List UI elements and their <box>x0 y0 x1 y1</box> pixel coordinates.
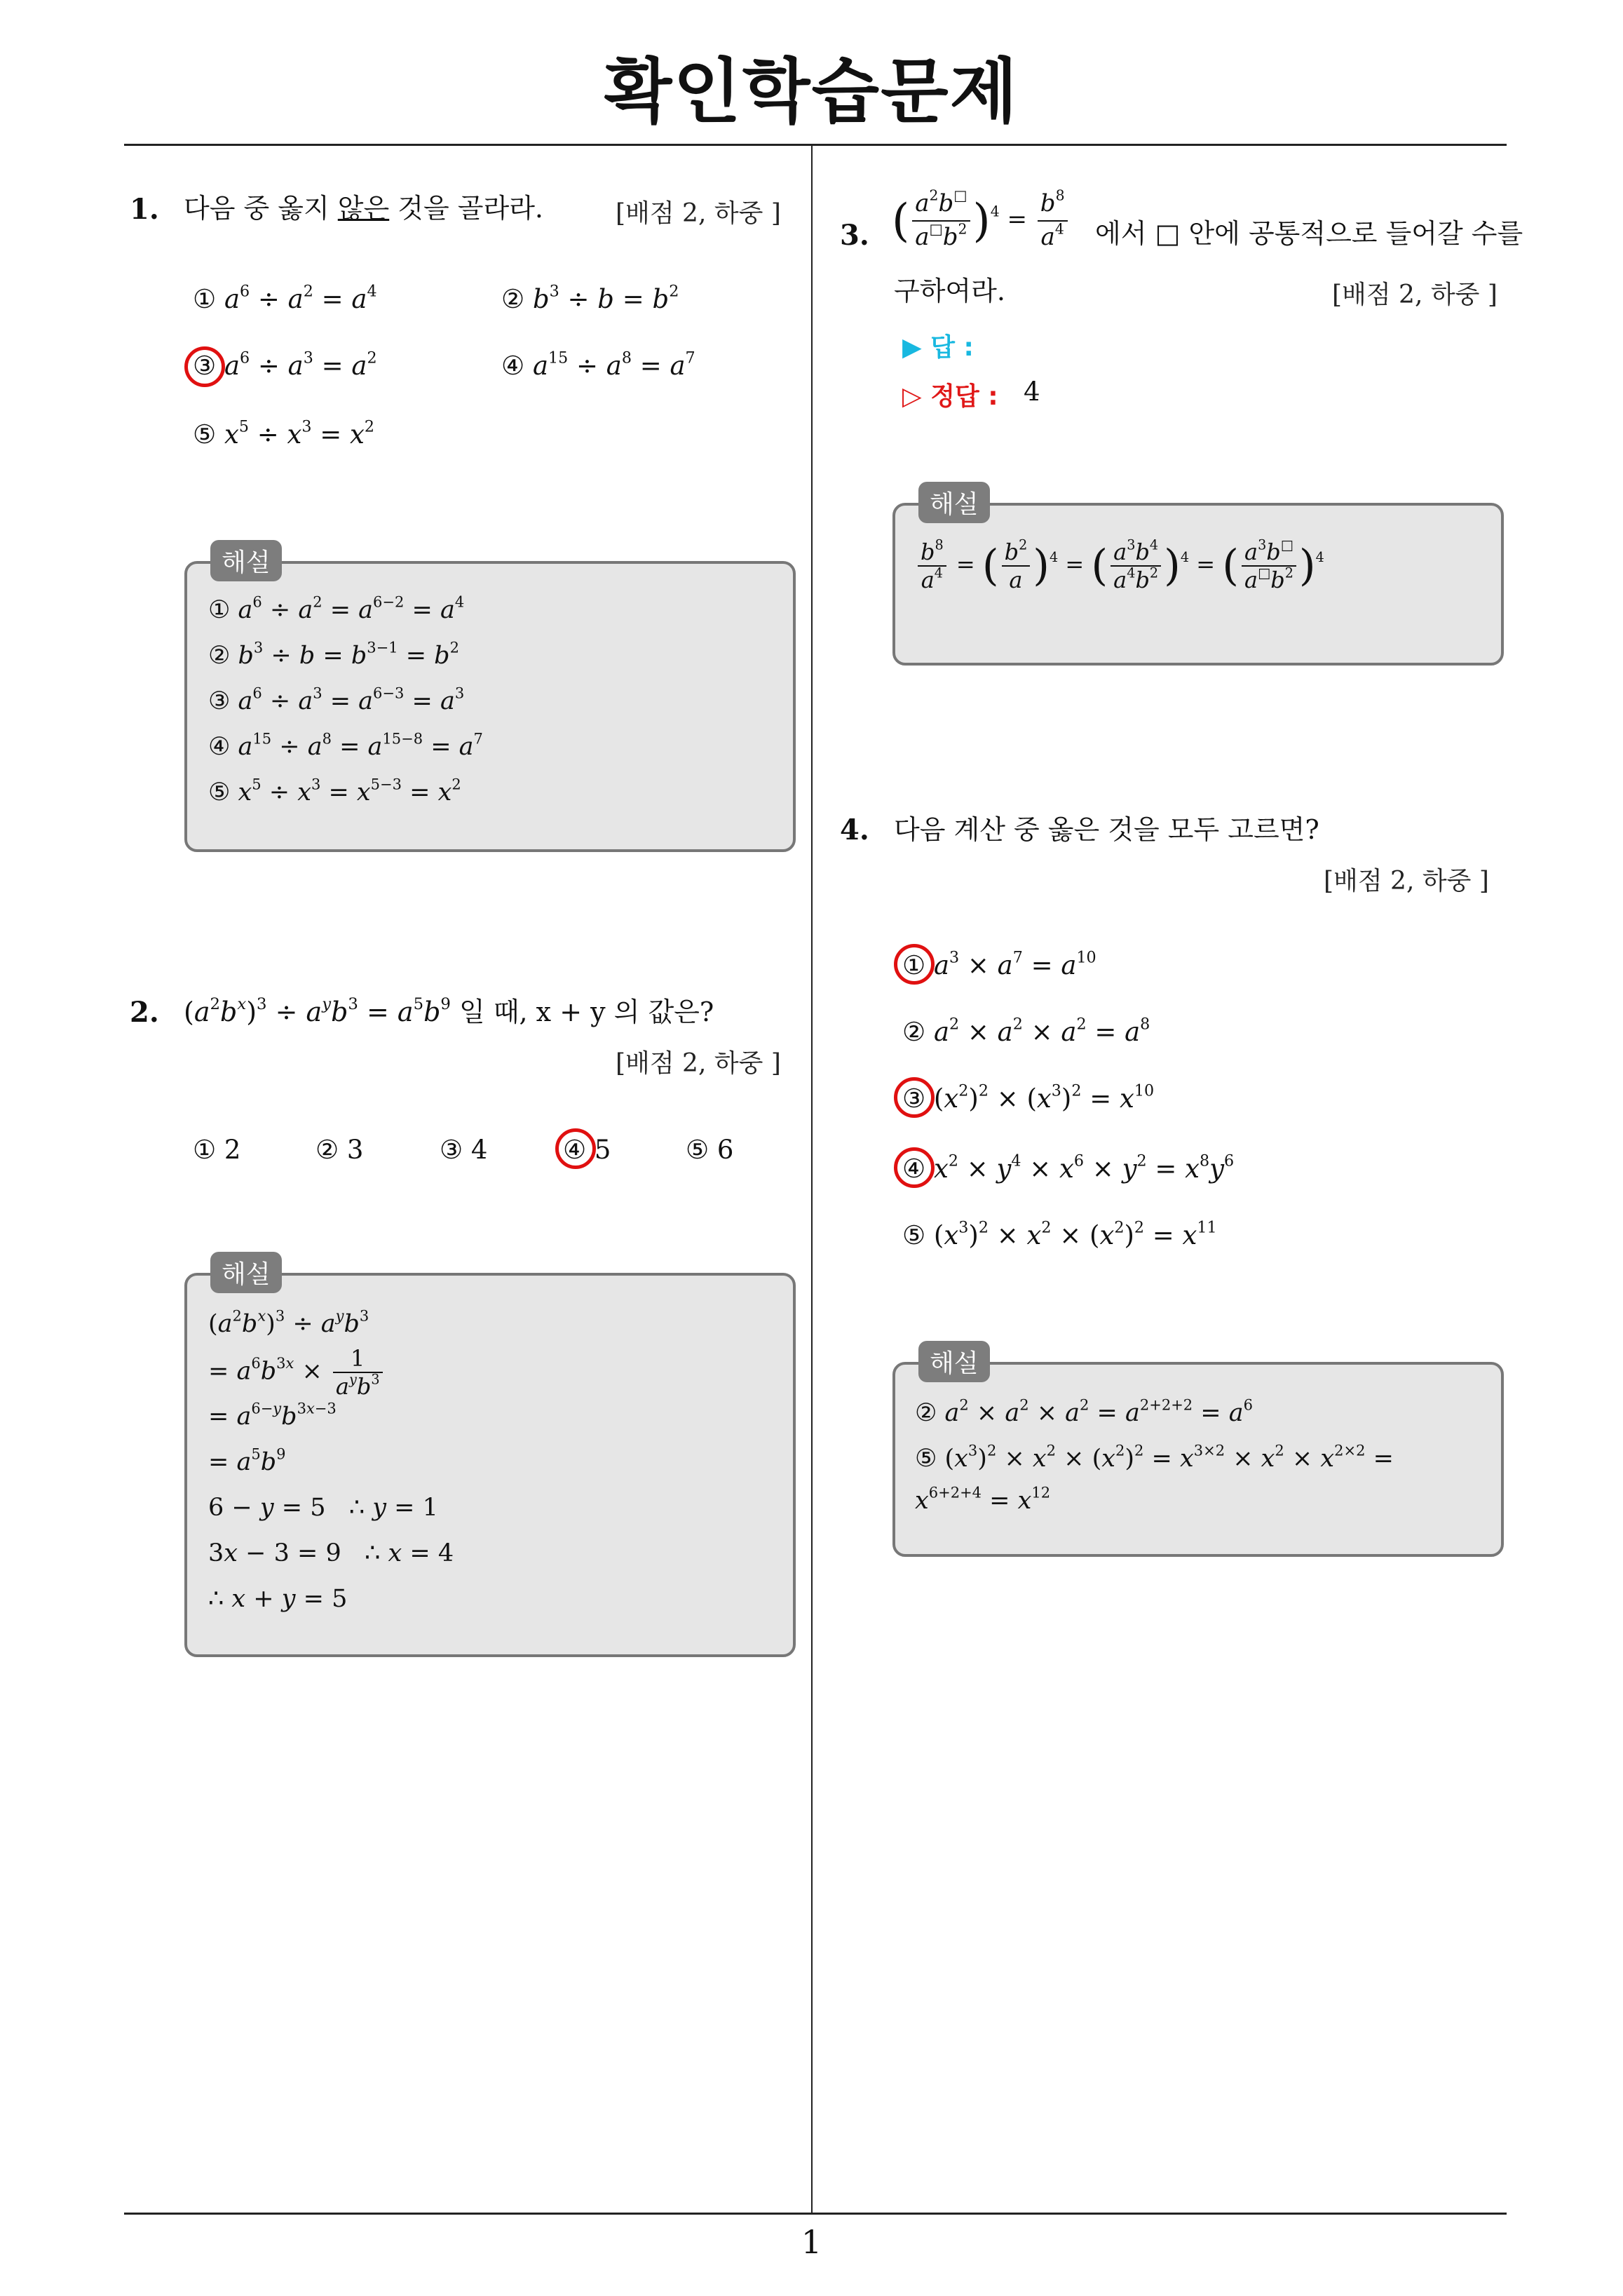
q2-solution-tag: 해설 <box>210 1252 282 1293</box>
q1-prompt: 다음 중 옳지 않은 것을 골라라. <box>184 193 543 224</box>
q3-correct-value: 4 <box>1024 377 1040 407</box>
q1-option-2[interactable]: ② $b^3 \div b = b^2$ <box>501 282 679 314</box>
q2-prompt: $(a^2b^x)^3 \div a^yb^3 = a^5b^9$ 일 때, x + y 의 값은? <box>184 994 714 1027</box>
q4-answer-mark-4 <box>894 1147 935 1188</box>
q2-solution-line: $(a^2b^x)^3 \div a^yb^3$ <box>208 1307 369 1338</box>
page-title: 확인학습문제 <box>604 50 1019 133</box>
q2-answer-mark <box>555 1128 596 1169</box>
q2-solution-line: = $a^5b^9$ <box>208 1445 286 1476</box>
q4-meta: [배점 2, 하중 ] <box>1324 867 1489 896</box>
q1-option-3[interactable]: ③ $a^6 \div a^3 = a^2$ <box>193 349 377 381</box>
q2-option-5[interactable]: ⑤ 6 <box>686 1135 734 1165</box>
q4-solution-tag: 해설 <box>918 1341 990 1382</box>
q2-solution-line: ∴ x + y = 5 <box>208 1585 348 1613</box>
q1-solution-line: ① $a^6 \div a^2 = a^{6-2} = a^4$ <box>208 593 465 624</box>
q1-solution-tag: 해설 <box>210 540 282 581</box>
q4-prompt: 다음 계산 중 옳은 것을 모두 고르면? <box>894 814 1319 845</box>
q4-solution-line: ② $a^2 \times a^2 \times a^2 = a^{2+2+2} = a^6$ <box>915 1396 1253 1427</box>
q3-solution-tag: 해설 <box>918 482 990 523</box>
q4-number: 4. <box>840 813 869 846</box>
q2-meta: [배점 2, 하중 ] <box>616 1049 781 1078</box>
q4-option-2[interactable]: ② $a^2 \times a^2 \times a^2 = a^8$ <box>902 1015 1150 1047</box>
q2-solution-line: = $a^6b^{3x}$ × $\frac{1}{a^yb^3}$ <box>208 1345 386 1400</box>
q1-option-1[interactable]: ① $a^6 \div a^2 = a^4$ <box>193 282 377 314</box>
top-rule <box>124 144 1507 146</box>
q3-prompt-cont: 구하여라. <box>894 276 1005 306</box>
q2-solution-line: 3x − 3 = 9 ∴ x = 4 <box>208 1539 454 1567</box>
q1-solution-line: ④ $a^{15} \div a^8 = a^{15-8} = a^7$ <box>208 730 483 761</box>
page-number: 1 <box>801 2223 822 2261</box>
q2-solution-line: 6 − y = 5 ∴ y = 1 <box>208 1494 438 1522</box>
q1-solution-line: ③ $a^6 \div a^3 = a^{6-3} = a^3$ <box>208 684 465 715</box>
q1-option-5[interactable]: ⑤ $x^5 \div x^3 = x^2$ <box>193 417 374 450</box>
q2-number: 2. <box>130 996 159 1029</box>
q1-meta: [배점 2, 하중 ] <box>616 199 781 228</box>
q2-option-2[interactable]: ② 3 <box>315 1135 364 1165</box>
q1-solution-line: ② $b^3 \div b = b^{3-1} = b^2$ <box>208 639 459 670</box>
q4-option-4[interactable]: ④ $x^2 \times y^4 \times x^6 \times y^2 = x^8y^6$ <box>902 1152 1235 1184</box>
q3-prompt: 에서 □ 안에 공통적으로 들어갈 수를 <box>1095 218 1523 249</box>
q2-option-3[interactable]: ③ 4 <box>440 1135 488 1165</box>
q2-option-1[interactable]: ① 2 <box>193 1135 241 1165</box>
q3-equation: ( $\frac{a^2b^□}{a^□b^2}$ )$^4$ = $\frac{b^8}{a^4}$ <box>892 188 1071 254</box>
bottom-rule <box>124 2213 1507 2215</box>
q4-solution-line: ⑤ $(x^3)^2 \times x^2 \times (x^2)^2 = x^{3\times 2} \times x^2 \times x^{2\times 2}$ = <box>915 1442 1394 1473</box>
q4-option-5[interactable]: ⑤ $(x^3)^2 \times x^2 \times (x^2)^2 = x^{11}$ <box>902 1218 1217 1250</box>
column-divider <box>811 145 813 2214</box>
q3-number: 3. <box>840 219 869 252</box>
q3-answer-label: ▶ 답 : <box>902 333 974 362</box>
q4-answer-mark-1 <box>894 944 935 985</box>
q4-option-3[interactable]: ③ $(x^2)^2 \times (x^3)^2 = x^{10}$ <box>902 1081 1155 1114</box>
q1-solution-line: ⑤ $x^5 \div x^3 = x^{5-3} = x^2$ <box>208 776 461 806</box>
q2-option-4[interactable]: ④ 5 <box>563 1135 611 1165</box>
q1-option-4[interactable]: ④ $a^{15} \div a^8 = a^7$ <box>501 349 695 381</box>
q3-correct-label: ▷ 정답 : <box>902 382 998 411</box>
q1-answer-mark <box>184 346 225 387</box>
q3-solution-line: $\frac{b^8}{a^4}$ = ( $\frac{b^2}{a}$ )$^4$ = ( $\frac{a^3b^4}{a^4b^2}$ )$^4$ = ( $\frac{a^3b^□}{a^□b^2}$ )$^4$ <box>915 539 1324 593</box>
q3-meta: [배점 2, 하중 ] <box>1332 281 1498 309</box>
q4-option-1[interactable]: ① $a^3 \times a^7 = a^{10}$ <box>902 948 1096 980</box>
q4-answer-mark-3 <box>894 1077 935 1118</box>
q1-number: 1. <box>130 193 159 226</box>
q4-solution-line: $x^{6+2+4} = x^{12}$ <box>915 1484 1051 1515</box>
q2-solution-line: = $a^{6-y}b^{3x-3}$ <box>208 1400 337 1431</box>
